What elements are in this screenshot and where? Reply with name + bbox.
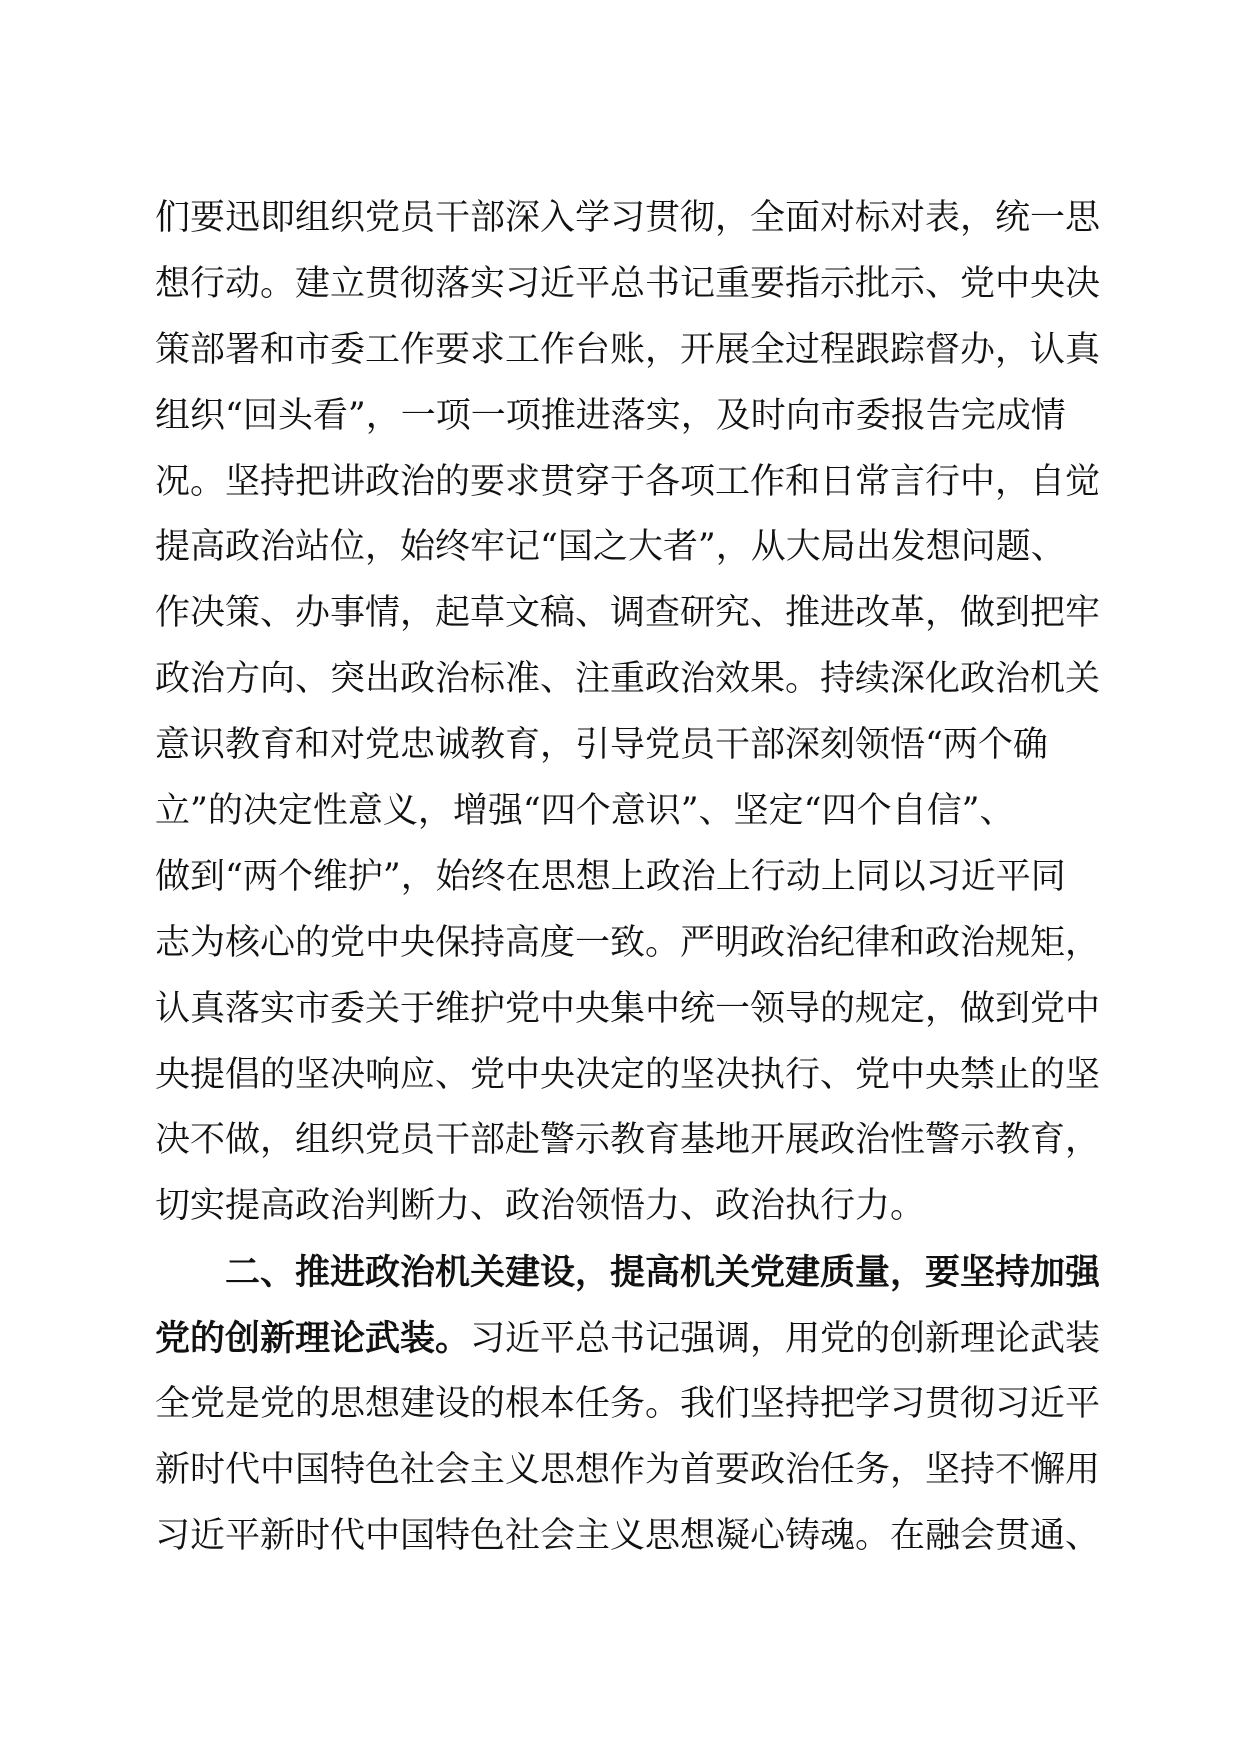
text-line: 新时代中国特色社会主义思想作为首要政治任务，坚持不懈用	[155, 1449, 1101, 1490]
text-line: 切实提高政治判断力、政治领悟力、政治执行力。	[155, 1186, 926, 1227]
body-text	[155, 186, 1101, 1570]
text-line: 策部署和市委工作要求工作台账，开展全过程跟踪督办，认真	[155, 329, 1101, 370]
section-text-start: 习近平总书记强调，用党的创新理论武装	[470, 1319, 1101, 1360]
text-line: 做到“两个维护”，始终在思想上政治上行动上同以习近平同	[155, 856, 1066, 897]
text-line: 组织“回头看”，一项一项推进落实，及时向市委报告完成情	[155, 395, 1066, 436]
text-line: 决不做，组织党员干部赴警示教育基地开展政治性警示教育，	[155, 1120, 1101, 1161]
section-heading-tail: 党的创新理论武装。	[155, 1318, 471, 1360]
section-heading: 二、推进政治机关建设，提高机关党建质量，要坚持加强	[225, 1252, 1101, 1294]
text-line: 志为核心的党中央保持高度一致。严明政治纪律和政治规矩，	[155, 922, 1101, 963]
section-heading-continued	[155, 1306, 1101, 1372]
text-line: 习近平新时代中国特色社会主义思想凝心铸魂。在融会贯通、	[155, 1515, 1101, 1556]
text-line: 央提倡的坚决响应、党中央决定的坚决执行、党中央禁止的坚	[155, 1054, 1101, 1095]
text-line: 作决策、办事情，起草文稿、调查研究、推进改革，做到把牢	[155, 593, 1101, 634]
text-line: 提高政治站位，始终牢记“国之大者”，从大局出发想问题、	[155, 527, 1066, 568]
text-line: 们要迅即组织党员干部深入学习贯彻，全面对标对表，统一思	[155, 198, 1101, 238]
text-line: 政治方向、突出政治标准、注重政治效果。持续深化政治机关	[155, 659, 1101, 700]
text-line: 认真落实市委关于维护党中央集中统一领导的规定，做到党中	[155, 988, 1101, 1029]
text-line: 全党是党的思想建设的根本任务。我们坚持把学习贯彻习近平	[155, 1384, 1101, 1425]
text-line: 立”的决定性意义，增强“四个意识”、坚定“四个自信”、	[155, 791, 1015, 832]
text-line: 况。坚持把讲政治的要求贯穿于各项工作和日常言行中，自觉	[155, 461, 1101, 502]
text-line: 想行动。建立贯彻落实习近平总书记重要指示批示、党中央决	[155, 263, 1101, 304]
text-line: 意识教育和对党忠诚教育，引导党员干部深刻领悟“两个确	[155, 725, 1048, 766]
